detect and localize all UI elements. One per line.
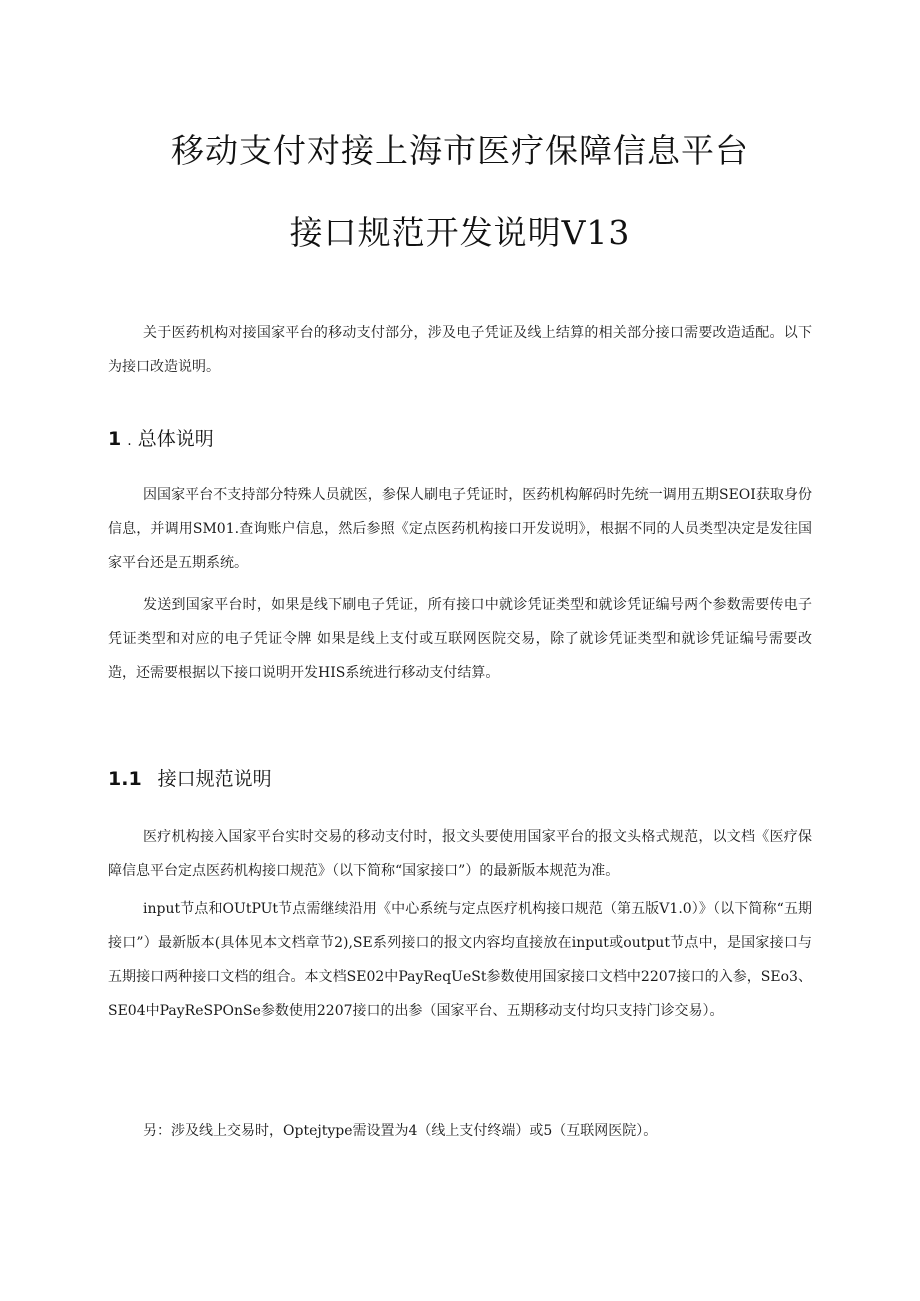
section-1-paragraph-1: 因国家平台不支持部分特殊人员就医，参保人刷电子凭证时，医药机构解码时先统一调用五期SEOI获取身份信息，并调用SM01.查询账户信息，然后参照《定点医药机构接口开发说明》，根据不同的人员类型决定是发往国家平台还是五期系统。 xyxy=(108,487,812,571)
section-1-title: 总体说明 xyxy=(137,428,214,450)
section-1-1-paragraph-1: 医疗机构接入国家平台实时交易的移动支付时，报文头要使用国家平台的报文头格式规范，以文档《医疗保障信息平台定点医药机构接口规范》（以下简称“国家接口”）的最新版本规范为准。 xyxy=(108,829,812,879)
section-1-heading xyxy=(108,424,214,451)
section-1-1-heading xyxy=(108,764,272,791)
note-paragraph: 另：涉及线上交易时，Optejtype需设置为4（线上支付终端）或5（互联网医院）。 xyxy=(143,1123,658,1139)
document-title-line-1: 移动支付对接上海市医疗保障信息平台 xyxy=(171,131,749,170)
section-1-1-paragraph-2: input节点和OUtPUt节点需继续沿用《中心系统与定点医疗机构接口规范（第五版V1.0）》（以下简称“五期接口”）最新版本(具体见本文档章节2),SE系列接口的报文内容均直接放在input或output节点中，是国家接口与五期接口两种接口文档的组合。本文档SE02中PayReqUeSt参数使用国家接口文档中2207接口的入参，SEo3、SE04中PayReSPOnSe参数使用2207接口的出参（国家平台、五期移动支付均只支持门诊交易）。 xyxy=(108,901,812,1019)
section-1-number: 1 xyxy=(108,428,122,450)
section-1-paragraph-2: 发送到国家平台时，如果是线下刷电子凭证，所有接口中就诊凭证类型和就诊凭证编号两个参数需要传电子凭证类型和对应的电子凭证令牌 如果是线上支付或互联网医院交易，除了就诊凭证类型和就诊凭证编号需要改造，还需要根据以下接口说明开发HIS系统进行移动支付结算。 xyxy=(108,597,812,681)
section-1-separator: . xyxy=(127,433,132,449)
document-title-line-2: 接口规范开发说明V13 xyxy=(289,213,631,252)
section-1-1-number: 1.1 xyxy=(108,768,142,790)
section-1-1-title: 接口规范说明 xyxy=(157,768,272,790)
intro-paragraph: 关于医药机构对接国家平台的移动支付部分，涉及电子凭证及线上结算的相关部分接口需要改造适配。以下为接口改造说明。 xyxy=(108,325,812,375)
